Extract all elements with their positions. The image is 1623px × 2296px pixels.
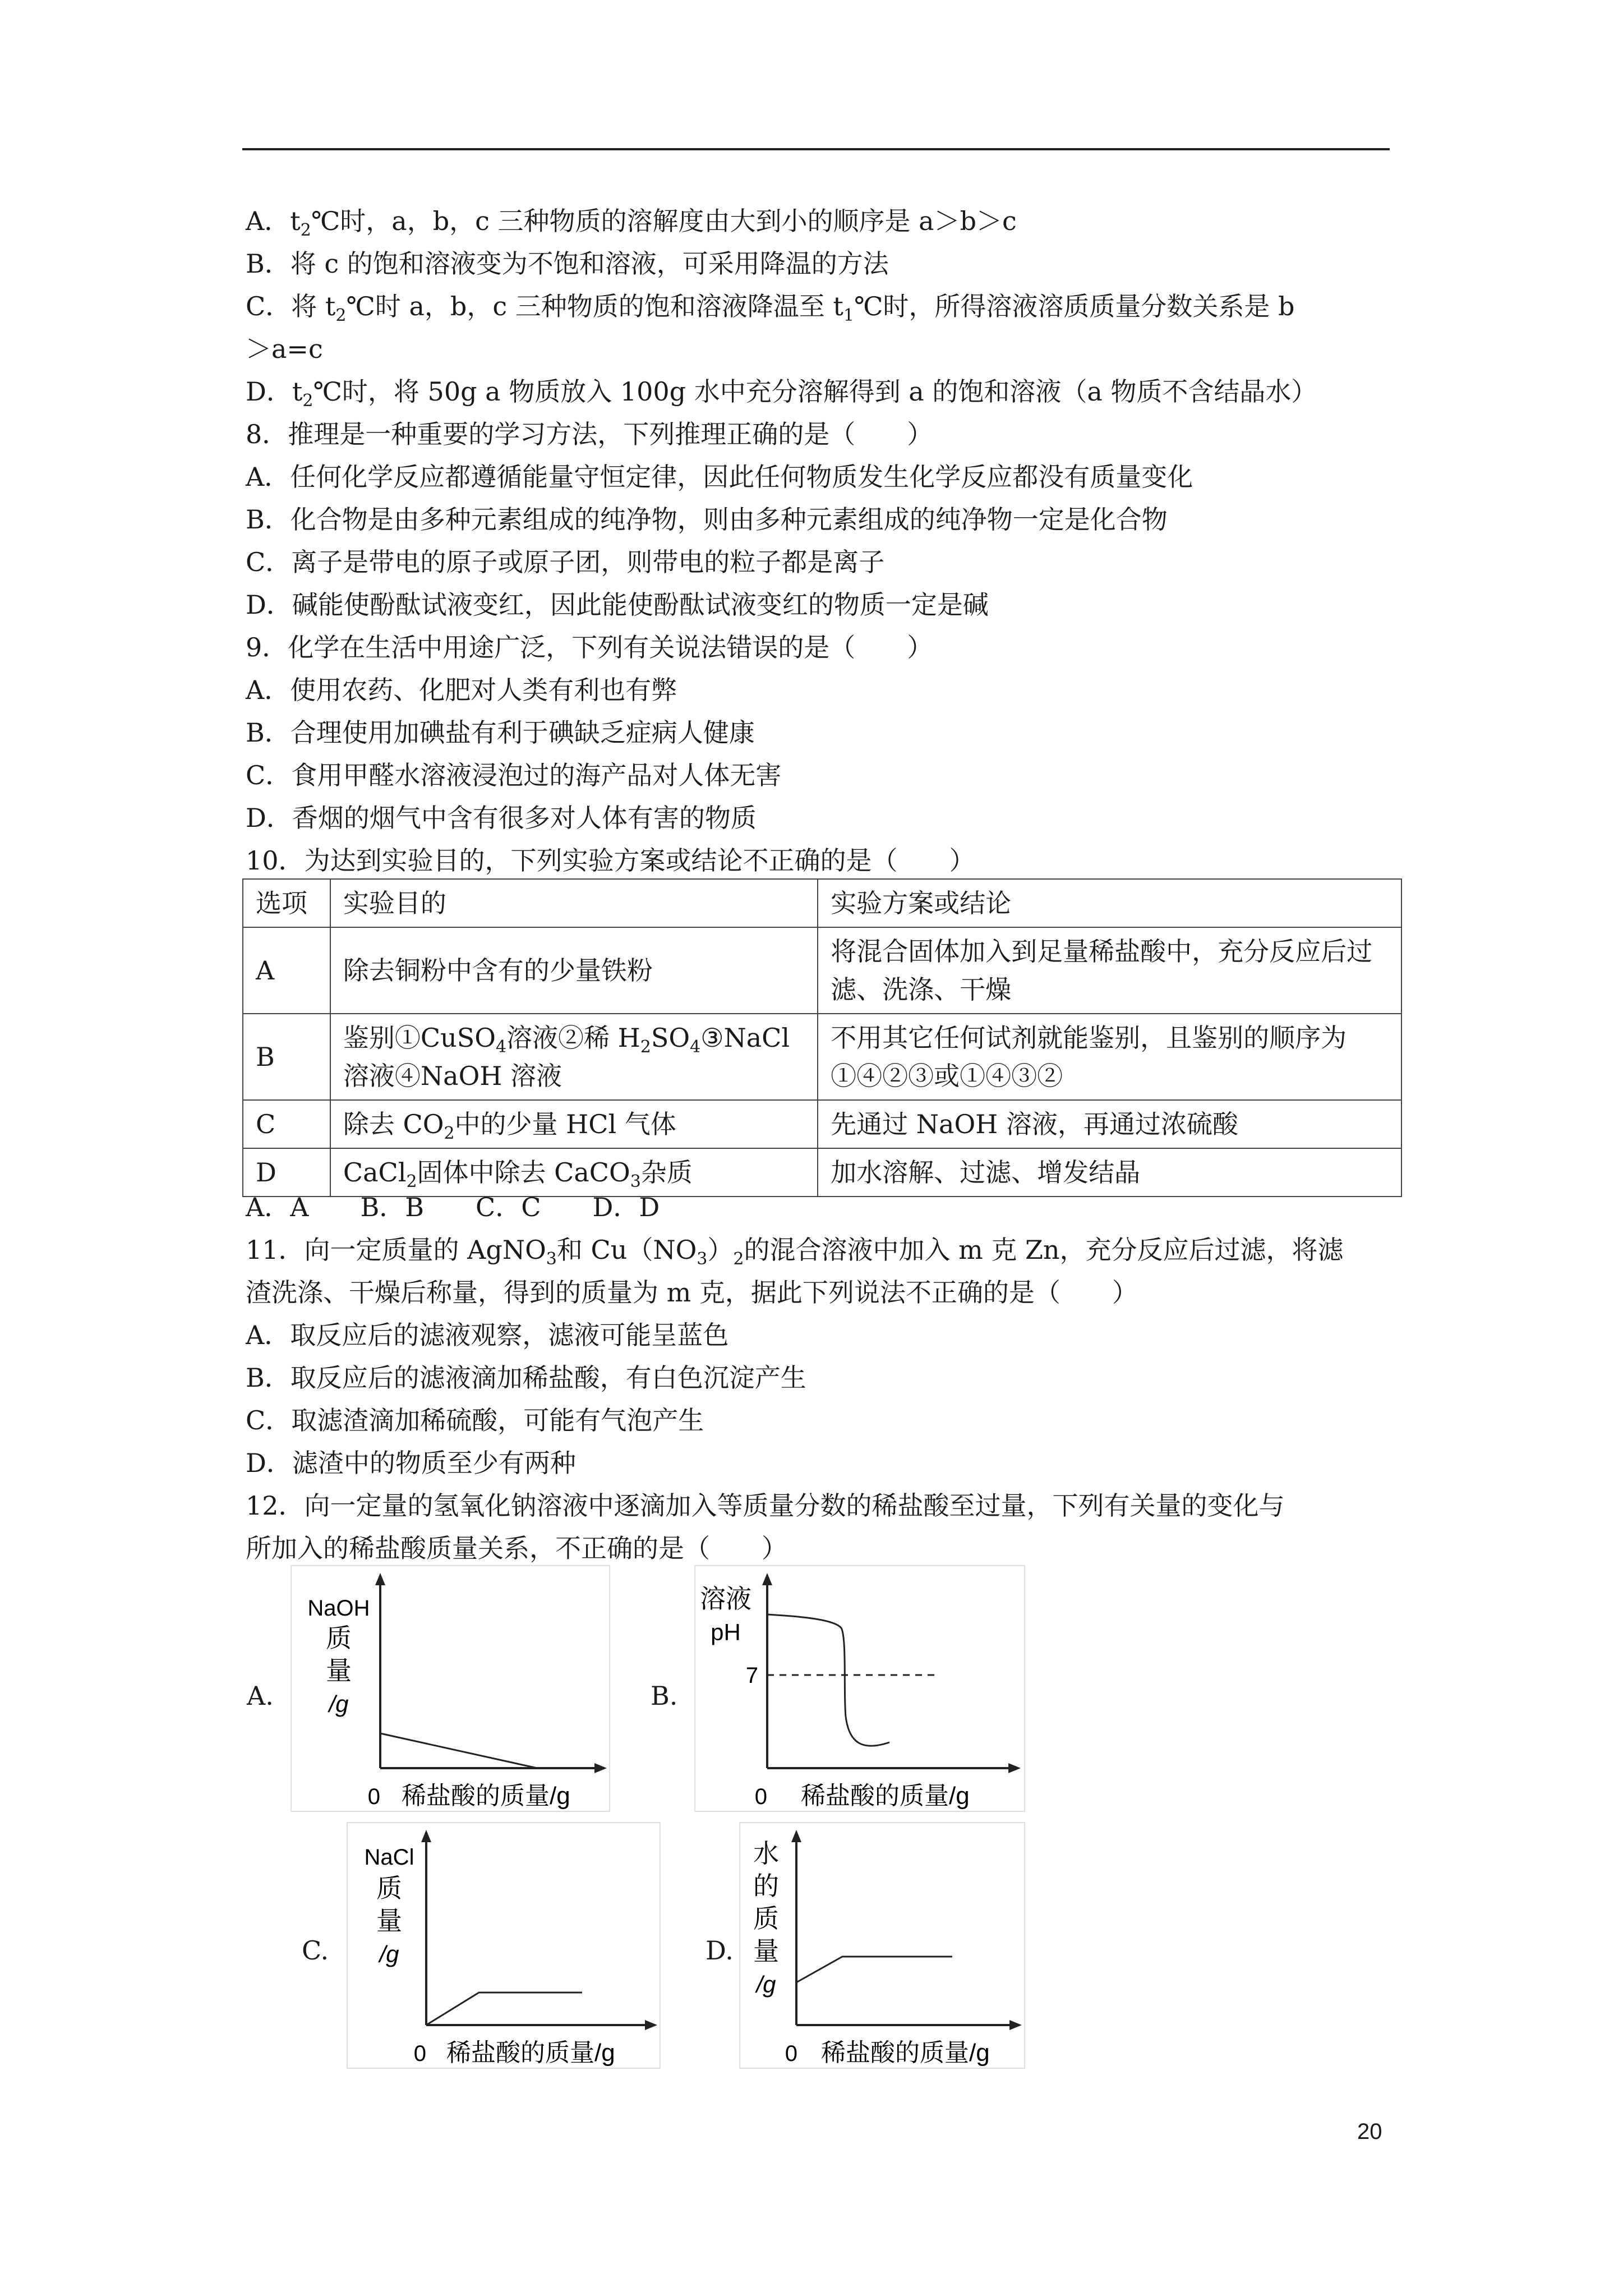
table-row xyxy=(243,927,1401,1014)
q7-option-c-continued: ＞a=c xyxy=(246,334,323,364)
curve xyxy=(426,1993,582,2025)
q12-option-b-label: B. xyxy=(651,1681,678,1711)
table-cell-goal: CaCl$_2$固体中除去 CaCO$_3$杂质 xyxy=(330,1148,818,1197)
x-axis-arrow xyxy=(1009,2020,1022,2030)
table-header-cell: 实验目的 xyxy=(330,879,818,927)
q11-option-b: B．取反应后的滤液滴加稀盐酸，有白色沉淀产生 xyxy=(246,1363,806,1393)
q12-option-c-label: C. xyxy=(302,1935,329,1966)
q9-option-d: D．香烟的烟气中含有很多对人体有害的物质 xyxy=(246,803,757,833)
table-cell-plan: 先通过 NaOH 溶液，再通过浓硫酸 xyxy=(818,1100,1401,1148)
y-axis-arrow xyxy=(421,1830,431,1842)
graph-a xyxy=(291,1565,610,1812)
y-label-line: 质 xyxy=(326,1623,352,1653)
y-axis-arrow xyxy=(791,1830,801,1842)
q9-option-b: B．合理使用加碘盐有利于碘缺乏症病人健康 xyxy=(246,717,755,748)
q9-option-a: A．使用农药、化肥对人类有利也有弊 xyxy=(246,675,677,705)
x-axis-arrow xyxy=(594,1763,607,1773)
y-axis-arrow xyxy=(375,1573,385,1585)
curve xyxy=(796,1957,952,1982)
q11-option-a: A．取反应后的滤液观察，滤液可能呈蓝色 xyxy=(246,1320,729,1350)
table-row xyxy=(243,1148,1401,1197)
y-label-line: 量 xyxy=(753,1936,779,1966)
q10-stem: 10．为达到实验目的，下列实验方案或结论不正确的是（ ） xyxy=(246,845,975,876)
q11-stem: 11．向一定质量的 AgNO$_3$和 $Cu(NO_3)_2$的混合溶液中加入 m 克 Zn，充分反应后过滤，将滤 xyxy=(246,1235,1344,1269)
y-label-line: NaOH xyxy=(307,1596,370,1621)
origin-label: 0 xyxy=(413,2041,426,2066)
y-label-line: 质 xyxy=(753,1904,779,1933)
y-label-line: 量 xyxy=(376,1906,402,1935)
origin-label: 0 xyxy=(367,1784,380,1809)
curve xyxy=(767,1614,889,1746)
table-cell-goal: 除去 $CO_2$中的少量 HCl 气体 xyxy=(330,1100,818,1148)
graph-d xyxy=(739,1822,1025,2069)
q12-stem: 12．向一定量的氢氧化钠溶液中逐滴加入等质量分数的稀盐酸至过量，下列有关量的变化与 xyxy=(246,1490,1285,1521)
x-axis-arrow xyxy=(1008,1763,1021,1773)
table-cell-option: C xyxy=(243,1100,330,1148)
graph-frame xyxy=(740,1823,1025,2068)
curve xyxy=(380,1733,537,1768)
q7-option-b: B．将 c 的饱和溶液变为不饱和溶液，可采用降温的方法 xyxy=(246,249,889,279)
table-cell-goal: 鉴别①CuSO$_4$溶液②稀 $H_2SO_4③NaCl$ 溶液④NaOH 溶液 xyxy=(330,1014,818,1100)
q12-stem-continued: 所加入的稀盐酸质量关系，不正确的是（ ） xyxy=(246,1533,787,1563)
table-row xyxy=(243,1100,1401,1148)
page-number: 20 xyxy=(1357,2119,1382,2144)
table-cell-option: A xyxy=(243,927,330,1014)
table-header-cell: 选项 xyxy=(243,879,330,927)
table-header-row xyxy=(243,879,1401,927)
graph-c xyxy=(347,1822,661,2069)
y-label-line: /g xyxy=(756,1971,776,1998)
y-label-line: 溶液 xyxy=(700,1584,751,1613)
header-rule xyxy=(242,148,1390,150)
origin-label: 0 xyxy=(754,1784,767,1809)
q8-option-d: D．碱能使酚酞试液变红，因此能使酚酞试液变红的物质一定是碱 xyxy=(246,590,989,620)
x-axis-label: 稀盐酸的质量/g xyxy=(821,2039,990,2067)
table-cell-option: B xyxy=(243,1014,330,1100)
y-label-line: pH xyxy=(711,1619,741,1645)
table-cell-plan: 将混合固体加入到足量稀盐酸中，充分反应后过滤、洗涤、干燥 xyxy=(818,927,1401,1014)
x-axis-label: 稀盐酸的质量/g xyxy=(801,1782,970,1810)
table-row xyxy=(243,1014,1401,1100)
q7-option-a: A．$t_2℃$时，a，b，c 三种物质的溶解度由大到小的顺序是 a＞b＞c xyxy=(246,206,1017,240)
table-cell-plan: 加水溶解、过滤、增发结晶 xyxy=(818,1148,1401,1197)
y-axis-arrow xyxy=(762,1573,772,1585)
q8-stem: 8．推理是一种重要的学习方法，下列推理正确的是（ ） xyxy=(246,419,933,449)
q11-option-c: C．取滤渣滴加稀硫酸，可能有气泡产生 xyxy=(246,1405,704,1435)
q12-option-a-label: A. xyxy=(247,1681,274,1711)
q11-option-d: D．滤渣中的物质至少有两种 xyxy=(246,1448,576,1478)
y-label-line: /g xyxy=(379,1941,399,1967)
q8-option-b: B．化合物是由多种元素组成的纯净物，则由多种元素组成的纯净物一定是化合物 xyxy=(246,504,1168,535)
table-header-cell: 实验方案或结论 xyxy=(818,879,1401,927)
q8-option-c: C．离子是带电的原子或原子团，则带电的粒子都是离子 xyxy=(246,547,885,577)
y-label-line: 质 xyxy=(376,1874,402,1903)
graph-b xyxy=(694,1565,1025,1812)
q11-stem-continued: 渣洗涤、干燥后称量，得到的质量为 m 克，据此下列说法不正确的是（ ） xyxy=(246,1277,1138,1308)
table-cell-goal: 除去铜粉中含有的少量铁粉 xyxy=(330,927,818,1014)
tick-label-7: 7 xyxy=(745,1663,758,1688)
y-label-line: NaCl xyxy=(364,1845,414,1870)
experiment-table xyxy=(242,878,1402,1197)
x-axis-arrow xyxy=(645,2020,657,2030)
y-label-line: 水 xyxy=(753,1839,779,1868)
x-axis-label: 稀盐酸的质量/g xyxy=(402,1782,570,1810)
origin-label: 0 xyxy=(785,2041,797,2066)
y-label-line: /g xyxy=(329,1691,349,1717)
x-axis-label: 稀盐酸的质量/g xyxy=(446,2039,615,2067)
q7-option-d: D．$t_2℃$时，将 50g a 物质放入 100g 水中充分溶解得到 a 的饱和溶液（a 物质不含结晶水） xyxy=(246,376,1317,411)
y-label-line: 的 xyxy=(753,1871,779,1901)
q9-option-c: C．食用甲醛水溶液浸泡过的海产品对人体无害 xyxy=(246,760,782,790)
q7-option-c: C．将 $t_2℃$时 a，b，c 三种物质的饱和溶液降温至 $t_1℃$时，所得溶液溶质质量分数关系是 b xyxy=(246,291,1295,325)
q8-option-a: A．任何化学反应都遵循能量守恒定律，因此任何物质发生化学反应都没有质量变化 xyxy=(246,462,1193,492)
y-label-line: 量 xyxy=(326,1656,352,1685)
q12-option-d-label: D. xyxy=(706,1935,734,1966)
q9-stem: 9．化学在生活中用途广泛，下列有关说法错误的是（ ） xyxy=(246,632,933,662)
table-cell-option: D xyxy=(243,1148,330,1197)
table-cell-plan: 不用其它任何试剂就能鉴别，且鉴别的顺序为①④②③或①④③② xyxy=(818,1014,1401,1100)
q10-answers: A．A B．B C．C D．D xyxy=(246,1192,660,1222)
